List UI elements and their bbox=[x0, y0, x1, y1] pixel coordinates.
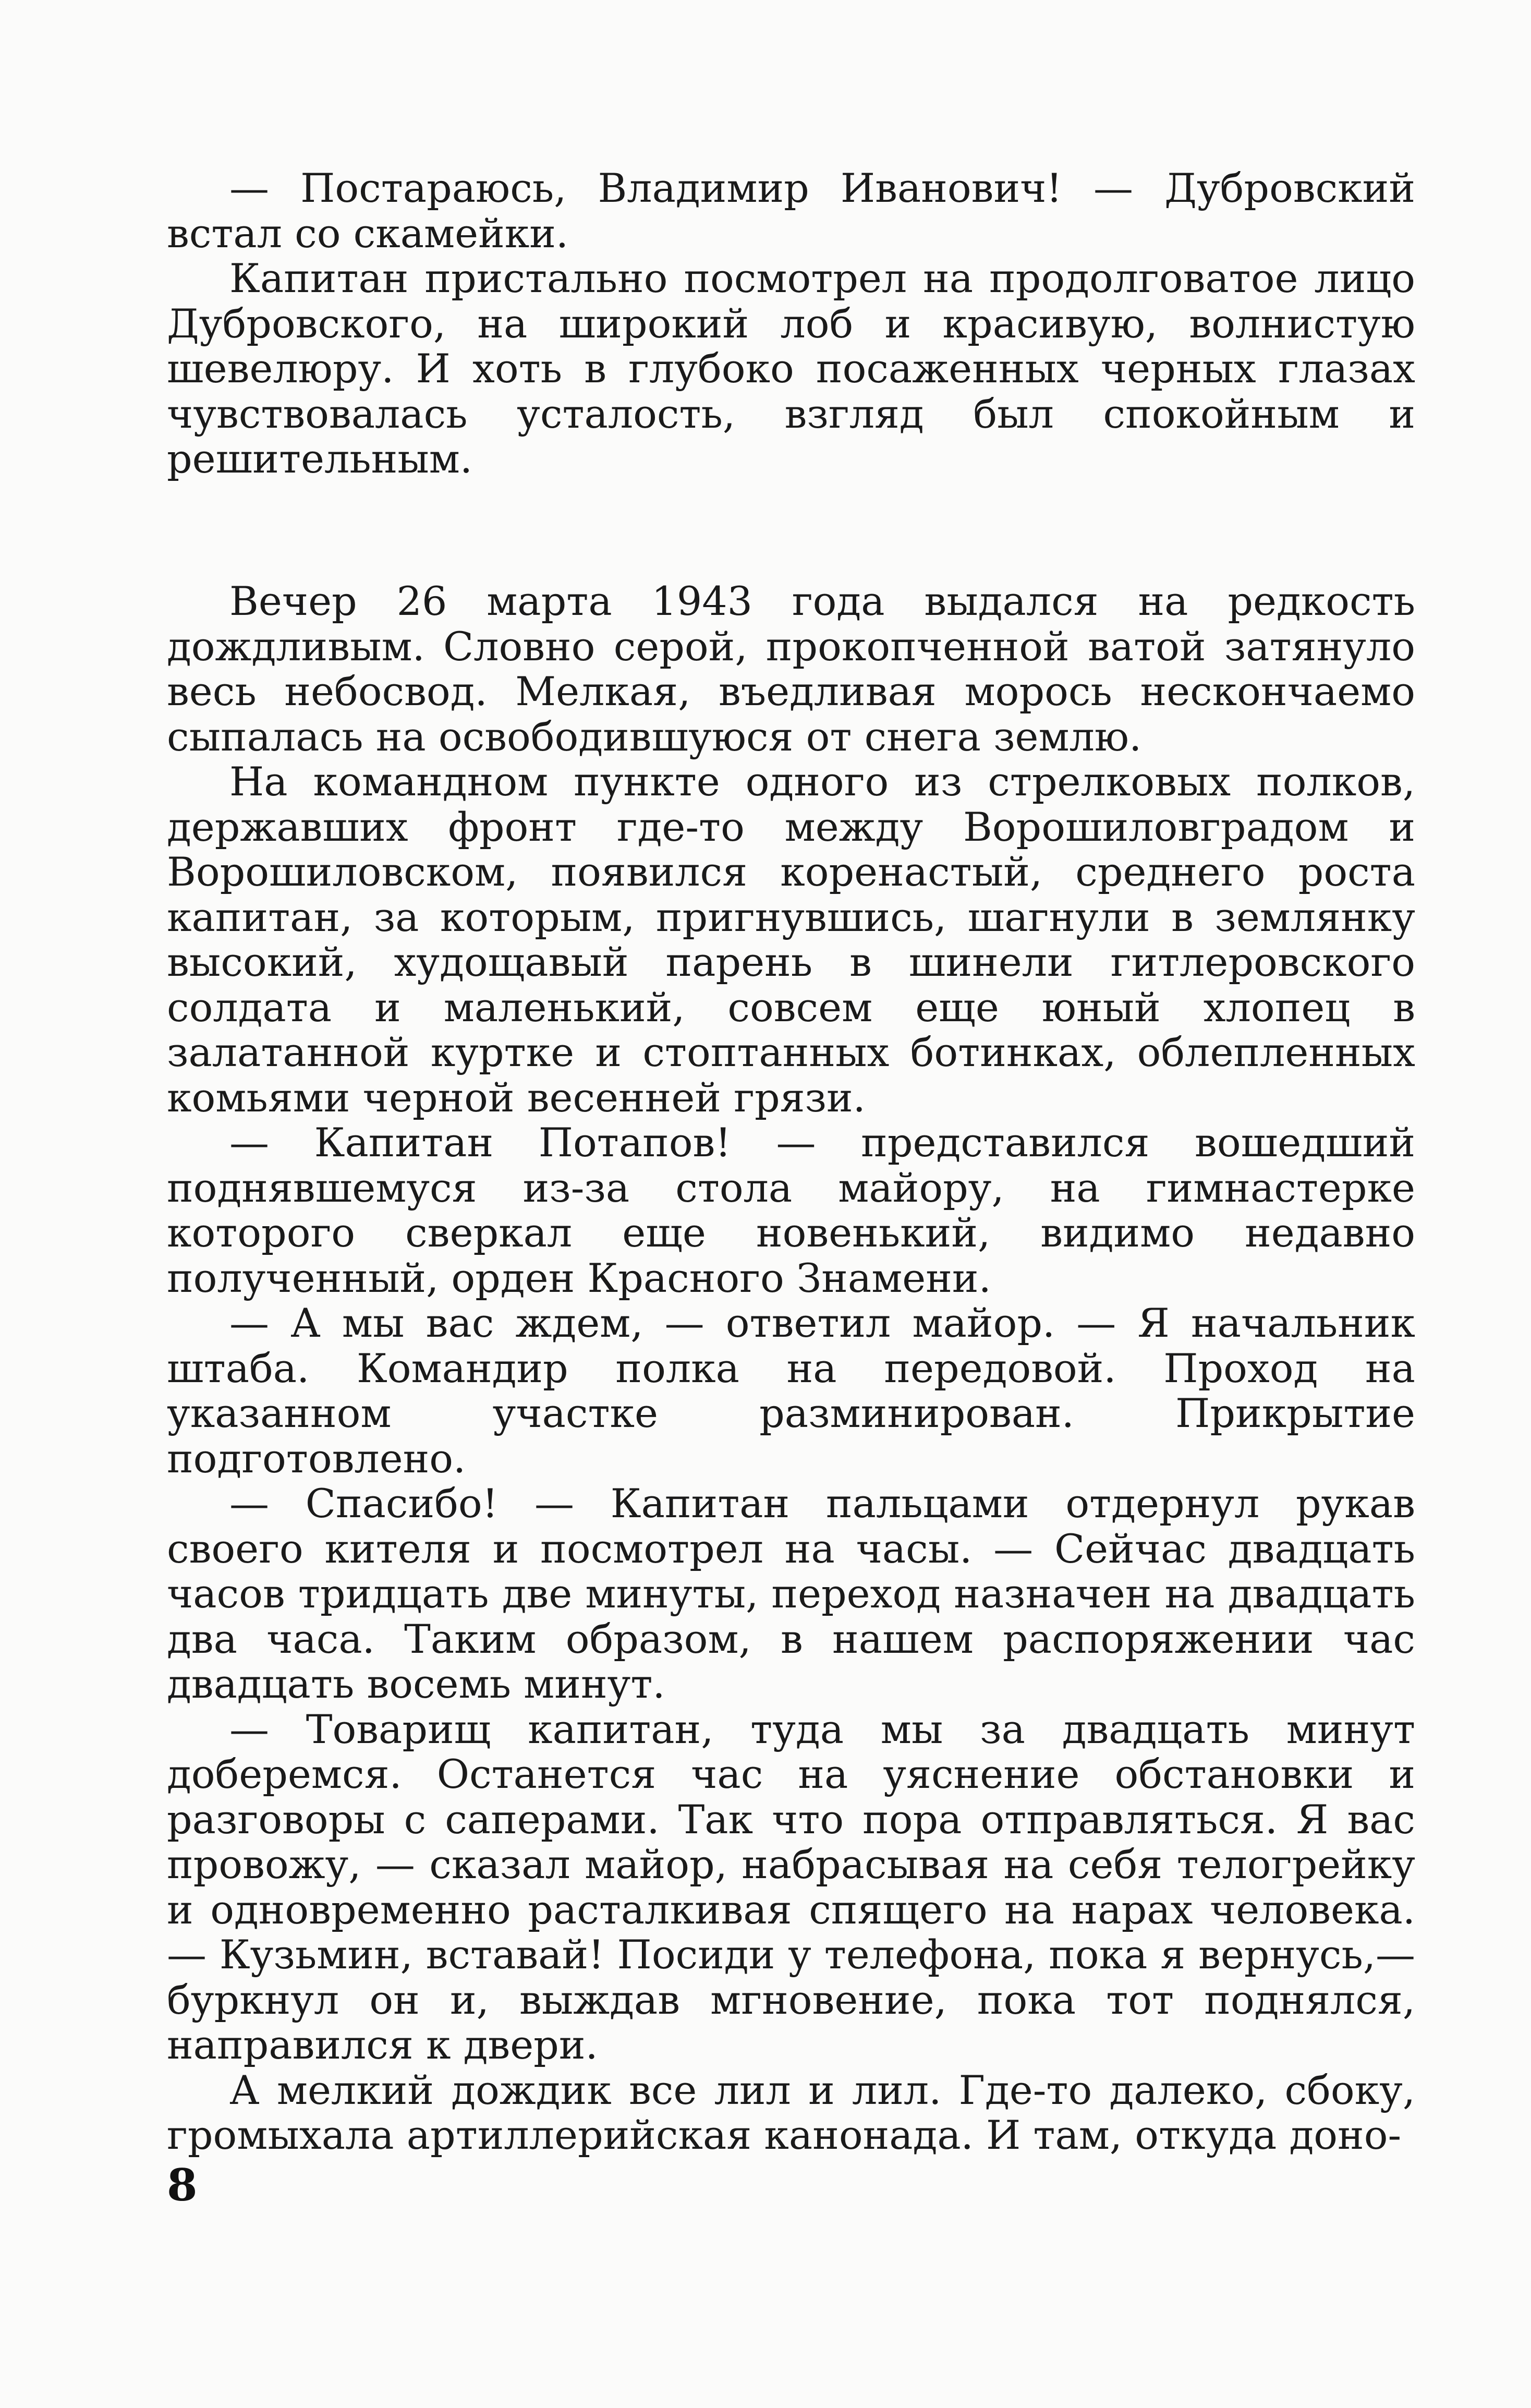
paragraph: — Постараюсь, Владимир Иванович! — Дубровский встал со скамейки. bbox=[167, 165, 1415, 257]
paragraph: На командном пункте одного из стрелковых полков, державших фронт где-то между Ворошиловградом и Ворошиловском, появился коренастый, среднего роста капитан, за которым, пригнувшись, шагнули в землянку высокий, худощавый парень в шинели гитлеровского солдата и маленький, совсем еще юный хлопец в залатанной куртке и стоптанных ботинках, облепленных комьями черной весенней грязи. bbox=[167, 758, 1415, 1121]
paragraph: Вечер 26 марта 1943 года выдался на редкость дождливым. Словно серой, прокопченной ватой затянуло весь небосвод. Мелкая, въедливая морось нескончаемо сыпалась на освободившуюся от снега землю. bbox=[167, 578, 1415, 760]
paragraph: — А мы вас ждем, — ответил майор. — Я начальник штаба. Командир полка на передовой. Проход на указанном участке разминирован. Прикрытие подготовлено. bbox=[167, 1300, 1415, 1482]
main-text-section bbox=[167, 579, 1415, 2158]
paragraph: — Товарищ капитан, туда мы за двадцать минут доберемся. Останется час на уяснение обстановки и разговоры с саперами. Так что пора отправляться. Я вас провожу, — сказал майор, набрасывая на себя телогрейку и одновременно расталкивая спящего на нарах человека.— Кузьмин, вставай! Посиди у телефона, пока я вернусь,— буркнул он и, выждав мгновение, пока тот поднялся, направился к двери. bbox=[167, 1705, 1415, 2068]
page-number: 8 bbox=[167, 2159, 198, 2211]
paragraph: — Спасибо! — Капитан пальцами отдернул рукав своего кителя и посмотрел на часы. — Сейчас двадцать часов тридцать две минуты, переход назначен на двадцать два часа. Таким образом, в нашем распоряжении час двадцать восемь минут. bbox=[167, 1480, 1415, 1707]
top-text-section bbox=[167, 166, 1415, 482]
paragraph: — Капитан Потапов! — представился вошедший поднявшемуся из-за стола майору, на гимнастерке которого сверкал еще новенький, видимо недавно полученный, орден Красного Знамени. bbox=[167, 1119, 1415, 1301]
paragraph: Капитан пристально посмотрел на продолговатое лицо Дубровского, на широкий лоб и красивую, волнистую шевелюру. И хоть в глубоко посаженных черных глазах чувствовалась усталость, взгляд был спокойным и решительным. bbox=[167, 255, 1415, 482]
paragraph: А мелкий дождик все лил и лил. Где-то далеко, сбоку, громыхала артиллерийская канонада. И там, откуда доно- bbox=[167, 2066, 1415, 2158]
